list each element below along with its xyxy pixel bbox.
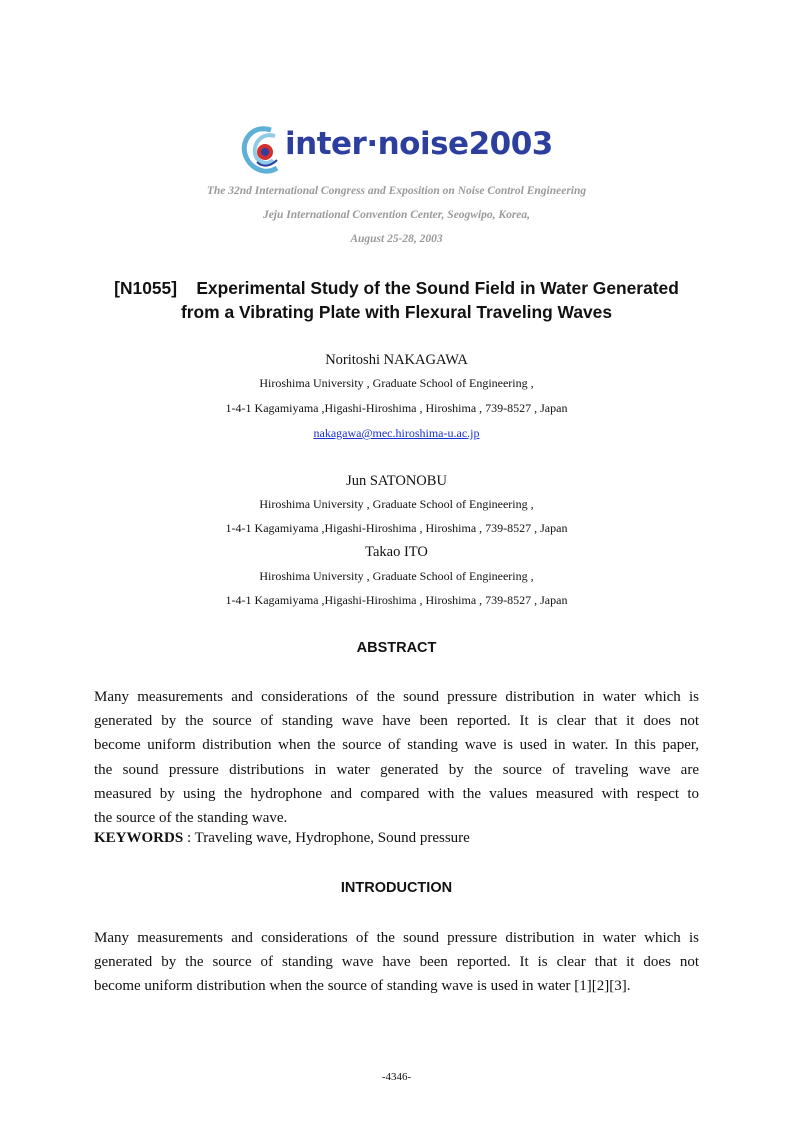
keywords bbox=[94, 830, 470, 847]
page-number: -4346- bbox=[381, 1071, 412, 1083]
introduction-line: Many measurements and considerations of the sound pressure distribution in water which is bbox=[94, 930, 699, 946]
author-name: Takao ITO bbox=[365, 544, 428, 560]
abstract-line: the sound pressure distributions in water generated by the source of traveling wave are bbox=[94, 761, 699, 778]
conference-dates: August 25-28, 2003 bbox=[350, 233, 443, 245]
author-email bbox=[0, 426, 793, 441]
author-name: Jun SATONOBU bbox=[346, 473, 447, 489]
abstract-line: Many measurements and considerations of the sound pressure distribution in water which is bbox=[94, 689, 699, 705]
logo-text: inter·noise2003 bbox=[285, 126, 553, 162]
author-affiliation: Hiroshima University , Graduate School of Engineering , bbox=[259, 569, 534, 583]
paper-title-line2: from a Vibrating Plate with Flexural Traveling Waves bbox=[180, 302, 613, 322]
keywords-text: : Traveling wave, Hydrophone, Sound pressure bbox=[183, 830, 470, 846]
introduction-body bbox=[94, 926, 699, 999]
author-address: 1-4-1 Kagamiyama ,Higashi-Hiroshima , Hiroshima , 739-8527 , Japan bbox=[225, 401, 568, 415]
author-affiliation: Hiroshima University , Graduate School of Engineering , bbox=[259, 376, 534, 390]
logo-swirl-icon bbox=[241, 122, 287, 178]
introduction-heading: INTRODUCTION bbox=[340, 880, 453, 896]
abstract-line: become uniform distribution when the source of standing wave is used in water. In this paper, bbox=[94, 737, 699, 754]
conference-logo bbox=[241, 122, 553, 178]
paper-title-line1: [N1055] Experimental Study of the Sound Field in Water Generated bbox=[114, 278, 679, 298]
abstract-body bbox=[94, 685, 699, 830]
author-affiliation: Hiroshima University , Graduate School of Engineering , bbox=[259, 497, 534, 511]
introduction-line: become uniform distribution when the source of standing wave is used in water [1][2][3]. bbox=[94, 978, 631, 995]
conference-name: The 32nd International Congress and Exposition on Noise Control Engineering bbox=[206, 185, 587, 197]
author-address: 1-4-1 Kagamiyama ,Higashi-Hiroshima , Hiroshima , 739-8527 , Japan bbox=[225, 521, 568, 535]
keywords-label: KEYWORDS bbox=[94, 830, 184, 846]
conference-venue: Jeju International Convention Center, Seogwipo, Korea, bbox=[262, 209, 531, 221]
abstract-line: measured by using the hydrophone and compared with the values measured with respect to bbox=[94, 785, 699, 802]
author-name: Noritoshi NAKAGAWA bbox=[325, 352, 468, 368]
introduction-line: generated by the source of standing wave have been reported. It is clear that it does not bbox=[94, 954, 699, 971]
email-link[interactable]: nakagawa@mec.hiroshima-u.ac.jp bbox=[313, 426, 480, 440]
author-address: 1-4-1 Kagamiyama ,Higashi-Hiroshima , Hiroshima , 739-8527 , Japan bbox=[225, 593, 568, 607]
abstract-line: the source of the standing wave. bbox=[94, 809, 288, 826]
abstract-line: generated by the source of standing wave have been reported. It is clear that it does not bbox=[94, 713, 699, 730]
abstract-heading: ABSTRACT bbox=[356, 640, 437, 656]
